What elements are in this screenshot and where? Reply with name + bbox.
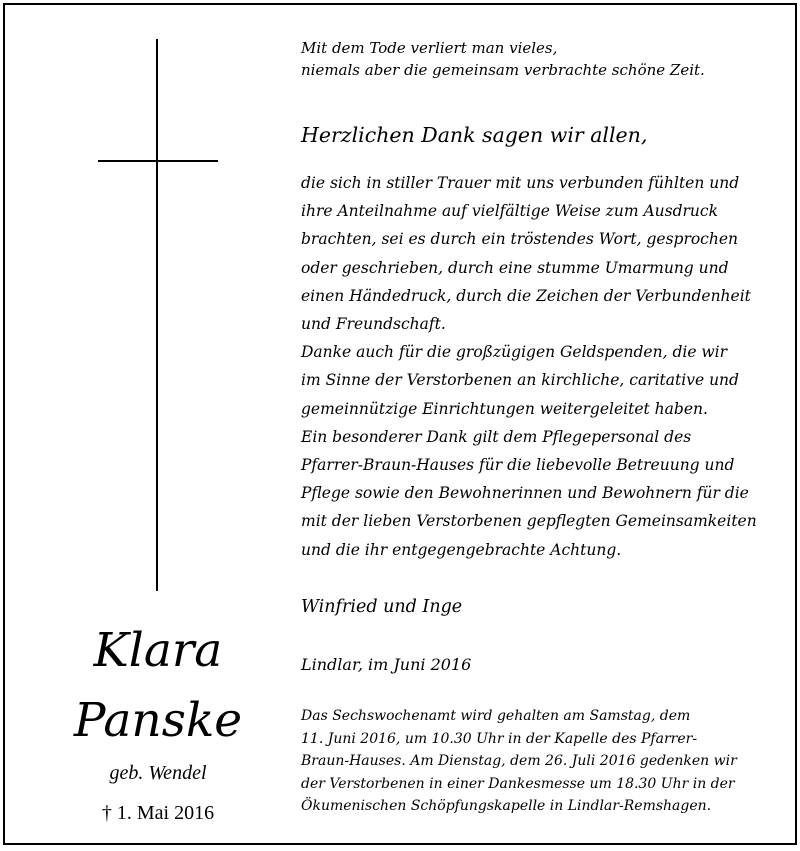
maiden-name: geb. Wendel — [109, 762, 207, 784]
body-line: die sich in stiller Trauer mit uns verbunden fühlten und — [301, 174, 740, 192]
body-line: oder geschrieben, durch eine stumme Umarmung und — [301, 258, 729, 277]
notice-line: Ökumenischen Schöpfungskapelle in Lindlar-Remshagen. — [301, 798, 712, 815]
notice-line: der Verstorbenen in einer Dankesmesse um 18.30 Uhr in der — [301, 775, 735, 792]
body-line: Pflege sowie den Bewohnerinnen und Bewohnern für die — [301, 484, 749, 503]
thanks-heading: Herzlichen Dank sagen wir allen, — [301, 123, 648, 147]
motto — [301, 37, 791, 81]
death-date: † 1. Mai 2016 — [101, 802, 215, 824]
notice-line: 11. Juni 2016, um 10.30 Uhr in der Kapelle des Pfarrer- — [301, 730, 698, 747]
mass-notice — [301, 705, 791, 818]
body-line: Ein besonderer Dank gilt dem Pflegepersonal des — [301, 427, 692, 446]
obituary-notice — [3, 3, 797, 845]
motto-line: Mit dem Tode verliert man vieles, — [301, 39, 558, 57]
body-line: Pfarrer-Braun-Hauses für die liebevolle Betreuung und — [301, 456, 735, 475]
body-line: Danke auch für die großzügigen Geldspenden, die wir — [301, 343, 728, 362]
body-line: und Freundschaft. — [301, 315, 446, 334]
body-line: einen Händedruck, durch die Zeichen der Verbundenheit — [301, 286, 751, 305]
notice-line: Das Sechswochenamt wird gehalten am Samstag, dem — [301, 708, 691, 724]
body-line: gemeinnützige Einrichtungen weitergeleitet haben. — [301, 399, 708, 418]
signature: Winfried und Inge — [301, 597, 463, 617]
cross-horizontal-beam — [98, 160, 218, 162]
body-line: mit der lieben Verstorbenen gepflegten Gemeinsamkeiten — [301, 512, 757, 531]
deceased-first-name: Klara — [93, 623, 223, 678]
cross-vertical-beam — [156, 39, 158, 591]
body-line: im Sinne der Verstorbenen an kirchliche, caritative und — [301, 371, 739, 390]
deceased-last-name: Panske — [73, 693, 243, 748]
place-date: Lindlar, im Juni 2016 — [301, 655, 472, 674]
body-line: ihre Anteilnahme auf vielfältige Weise zum Ausdruck — [301, 202, 718, 221]
body-line: und die ihr entgegengebrachte Achtung. — [301, 540, 622, 559]
motto-line: niemals aber die gemeinsam verbrachte schöne Zeit. — [301, 61, 705, 79]
notice-line: Braun-Hauses. Am Dienstag, dem 26. Juli 2016 gedenken wir — [301, 753, 737, 770]
thanks-body — [301, 169, 791, 564]
body-line: brachten, sei es durch ein tröstendes Wort, gesprochen — [301, 230, 739, 249]
